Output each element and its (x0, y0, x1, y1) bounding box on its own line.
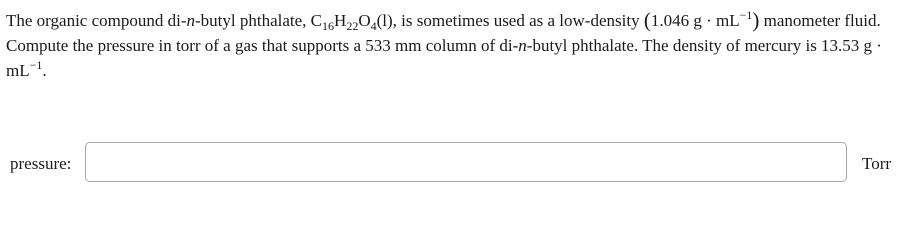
unit-label: Torr (862, 154, 892, 173)
carbon-subscript: 16 (322, 19, 335, 33)
oxygen-symbol: O (358, 11, 371, 30)
n-italic: n (518, 36, 527, 55)
question-text (6, 8, 906, 83)
pressure-label: pressure: (10, 154, 72, 173)
question-text-part: (l), is sometimes used as a low-density (376, 11, 644, 30)
question-text-part: The organic compound di- (6, 11, 187, 30)
density-exponent: −1 (739, 8, 753, 22)
open-paren: ( (643, 8, 651, 32)
close-paren: ) (752, 8, 760, 32)
density-value: 1.046 g · mL (650, 11, 740, 30)
pressure-input[interactable] (85, 142, 847, 182)
mercury-density-exponent: −1 (29, 58, 43, 72)
answer-row (0, 140, 918, 186)
question-text-part: manometer fluid. Compute the pressure in torr of a gas that supports a 533 mm column of di- (6, 11, 881, 55)
hydrogen-symbol: H (334, 11, 347, 30)
n-italic: n (186, 11, 196, 30)
question-text-part: . (42, 61, 47, 80)
question-paragraph (6, 8, 906, 83)
question-text-part: -butyl phthalate. The density of mercury is 13.53 g · mL (6, 36, 882, 80)
hydrogen-subscript: 22 (346, 19, 359, 33)
question-text-part: -butyl phthalate, C (195, 11, 323, 30)
oxygen-subscript: 4 (370, 19, 377, 33)
